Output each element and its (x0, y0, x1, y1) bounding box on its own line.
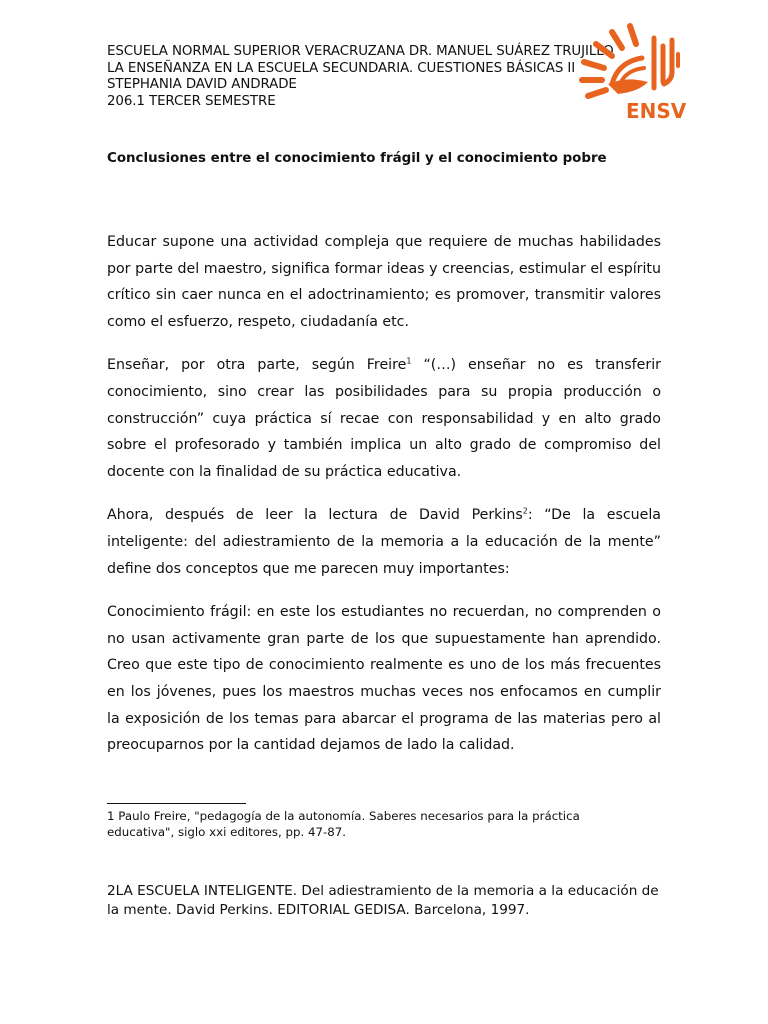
ensv-logo-icon (568, 18, 688, 128)
paragraph-2-text-b: “(…) enseñar no es transferir conocimiento, sino crear las posibilidades para su propia producción o construcción” cuya práctica sí recae con responsabilidad y en alto grado sobre el profesorado y también implica un alto grado de compromiso del docente con la finalidad de su práctica educativa. (107, 357, 661, 480)
paragraph-3-text-a: Ahora, después de leer la lectura de David Perkins (107, 507, 523, 524)
paragraph-1: Educar supone una actividad compleja que requiere de muchas habilidades por parte del maestro, significa formar ideas y creencias, estimular el espíritu crítico sin caer nunca en el adoctrinamiento; es promover, transmitir valores como el esfuerzo, respeto, ciudadanía etc. (107, 234, 661, 330)
footnote-1: 1 Paulo Freire, "pedagogía de la autonomía. Saberes necesarios para la práctica educativa", siglo xxi editores, pp. 47-87. (107, 809, 580, 839)
footnote-ref-2: 2 (522, 506, 528, 516)
document-header (107, 44, 637, 110)
footnote-divider (107, 803, 246, 804)
paragraph-4: Conocimiento frágil: en este los estudiantes no recuerdan, no comprenden o no usan activamente gran parte de los que supuestamente han aprendido. Creo que este tipo de conocimiento realmente es uno de los más frecuentes en los jóvenes, pues los maestros muchas veces nos enfocamos en cumplir la exposición de los temas para abarcar el programa de las materias pero al preocuparnos por la cantidad dejamos de lado la calidad. (107, 604, 661, 754)
document-title: Conclusiones entre el conocimiento frágil y el conocimiento pobre (107, 151, 607, 166)
header-school-name: ESCUELA NORMAL SUPERIOR VERACRUZANA DR. MANUEL SUÁREZ TRUJILLO (107, 44, 614, 59)
header-course-name: LA ENSEÑANZA EN LA ESCUELA SECUNDARIA. CUESTIONES BÁSICAS II (107, 60, 576, 76)
document-body (107, 229, 661, 776)
footnote-ref-1: 1 (406, 356, 412, 366)
footnote-2: 2LA ESCUELA INTELIGENTE. Del adiestramiento de la memoria a la educación de la mente. David Perkins. EDITORIAL GEDISA. Barcelona, 1997. (107, 883, 659, 918)
paragraph-3 (107, 502, 661, 582)
header-student-name: STEPHANIA DAVID ANDRADE (107, 77, 297, 92)
paragraph-2 (107, 352, 661, 485)
paragraph-2-text-a: Enseñar, por otra parte, según Freire (107, 357, 407, 374)
logo-text: ENSV (626, 99, 687, 123)
paragraph-3-text-b: : “De la escuela inteligente: del adiestramiento de la memoria a la educación de la mente” define dos conceptos que me parecen muy importantes: (107, 507, 661, 577)
header-group-semester: 206.1 TERCER SEMESTRE (107, 93, 276, 109)
